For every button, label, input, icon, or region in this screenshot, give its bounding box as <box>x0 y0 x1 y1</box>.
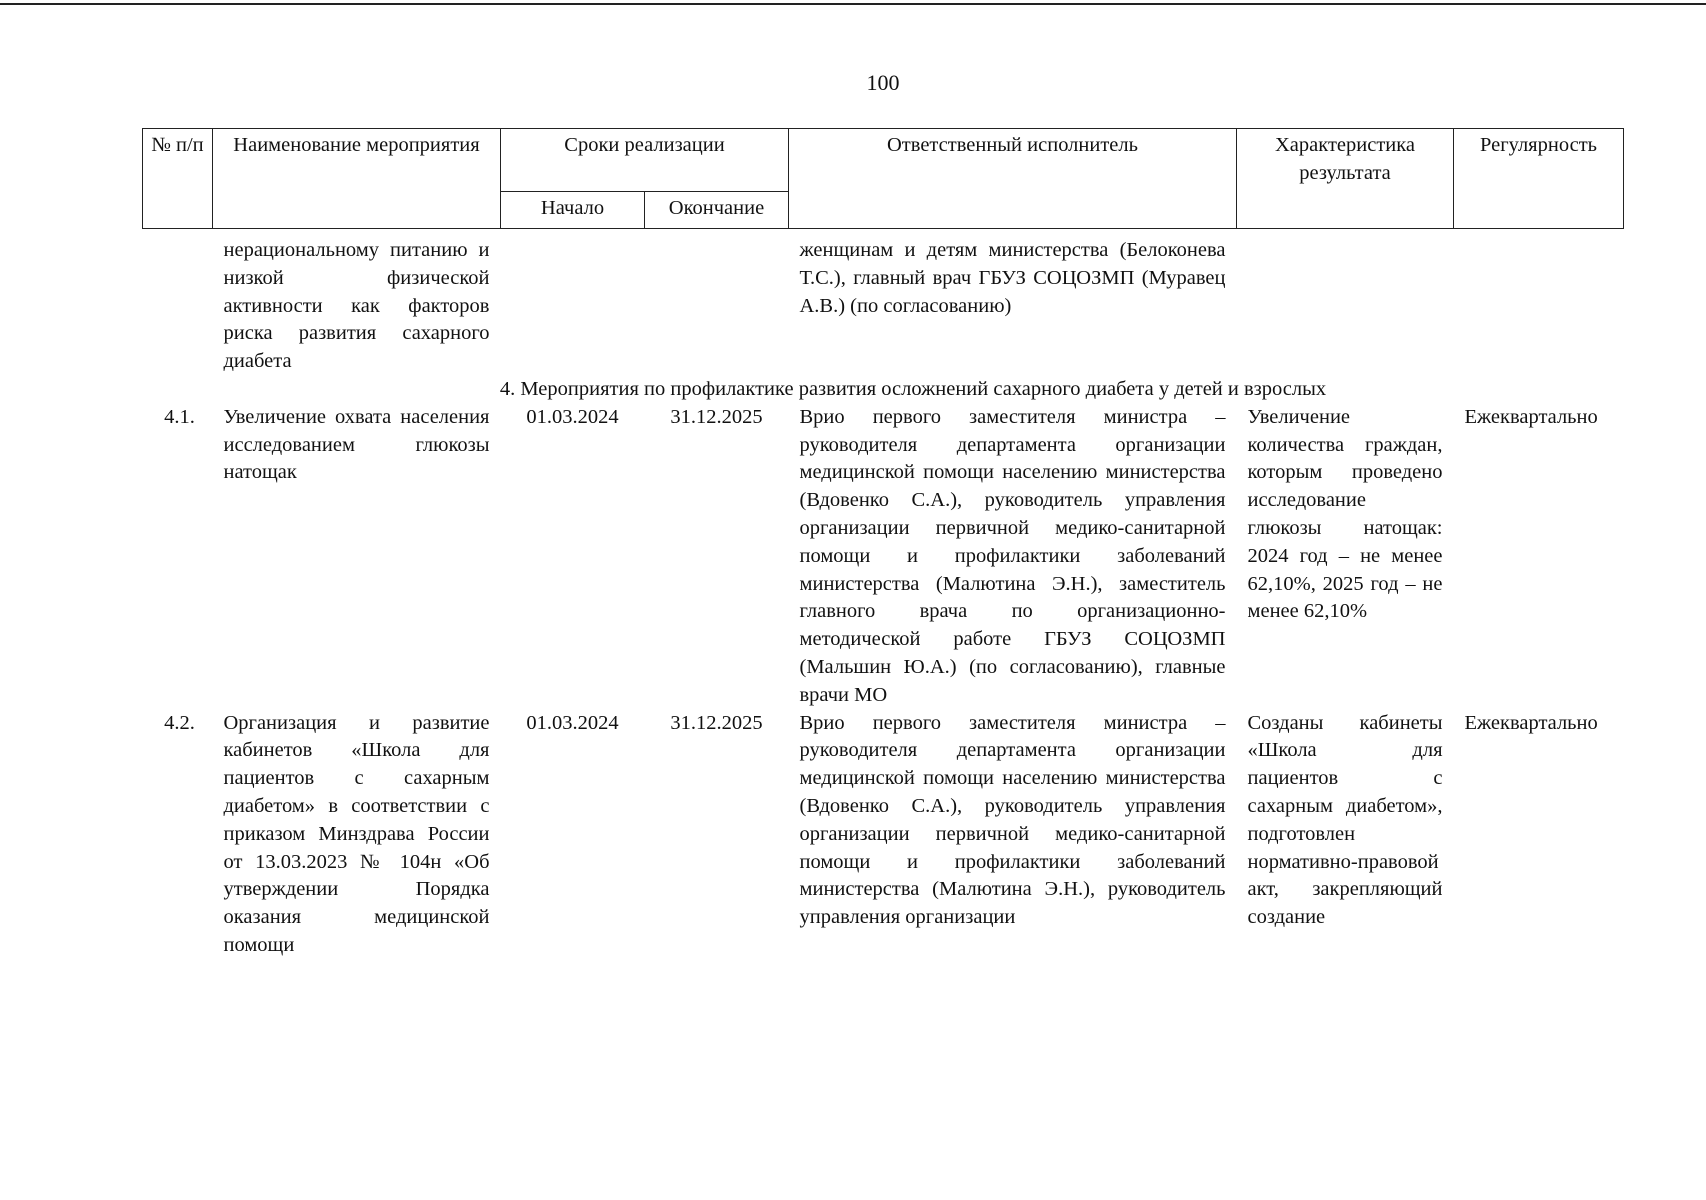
row-end-date: 31.12.2025 <box>670 405 763 428</box>
row-start-date: 01.03.2024 <box>526 711 619 734</box>
row-num: 4.2. <box>164 711 195 734</box>
header-name: Наименование мероприятия <box>213 129 501 229</box>
row-responsible: Врио первого заместителя министра – руководителя департамента организации медицинской помощи населению министерства (Вдовенко С.А.), руководитель управления организации первичной медико-санитарной помощи и профилактики заболеваний министерства (Малютина Э.Н.), заместитель главного врача по организационно-методической работе ГБУЗ СОЦОЗМП (Мальшин Ю.А.) (по согласованию), главные врачи МО <box>799 405 1226 706</box>
header-responsible: Ответственный исполнитель <box>789 129 1237 229</box>
row-start-date: 01.03.2024 <box>526 405 619 428</box>
row-end-date: 31.12.2025 <box>670 711 763 734</box>
header-result: Характеристика результата <box>1237 129 1454 229</box>
row-regularity: Ежеквартально <box>1464 711 1598 734</box>
continuation-responsible: женщинам и детям министерства (Белоконева Т.С.), главный врач ГБУЗ СОЦОЗМП (Муравец А.В.) (по согласованию) <box>799 239 1226 317</box>
table-row <box>143 710 1624 960</box>
table-row <box>143 404 1624 710</box>
row-result: Увеличение количества граждан, которым проведено исследование глюкозы натощак: 2024 год – не менее 62,10%, 2025 год – не менее 62,10% <box>1247 405 1443 623</box>
header-start: Начало <box>501 192 645 229</box>
header-end: Окончание <box>645 192 789 229</box>
measures-table <box>142 128 1624 960</box>
section-row <box>143 376 1624 404</box>
table-header <box>143 129 1624 229</box>
row-regularity: Ежеквартально <box>1464 405 1598 428</box>
continuation-name: нерациональному питанию и низкой физической активности как факторов риска развития сахарного диабета <box>223 239 490 373</box>
header-num: № п/п <box>143 129 213 229</box>
continuation-row <box>143 237 1624 376</box>
row-name: Организация и развитие кабинетов «Школа для пациентов с сахарным диабетом» в соответствии с приказом Минздрава России от 13.03.2023 № 104н «Об утверждении Порядка оказания медицинской помощи <box>223 711 490 956</box>
row-result: Созданы кабинеты «Школа для пациентов с сахарным диабетом», подготовлен нормативно-правовой акт, закрепляющий создание <box>1247 711 1443 929</box>
page-number: 100 <box>866 70 900 95</box>
header-period: Сроки реализации <box>501 129 789 192</box>
row-name: Увеличение охвата населения исследованием глюкозы натощак <box>223 405 490 484</box>
top-rule <box>0 3 1706 5</box>
header-regularity: Регулярность <box>1454 129 1624 229</box>
row-num: 4.1. <box>164 405 195 428</box>
row-responsible: Врио первого заместителя министра – руководителя департамента организации медицинской помощи населению министерства (Вдовенко С.А.), руководитель управления организации первичной медико-санитарной помощи и профилактики заболеваний министерства (Малютина Э.Н.), руководитель управления организации <box>799 711 1226 929</box>
section-title: 4. Мероприятия по профилактике развития осложнений сахарного диабета у детей и взрослых <box>499 377 1327 400</box>
